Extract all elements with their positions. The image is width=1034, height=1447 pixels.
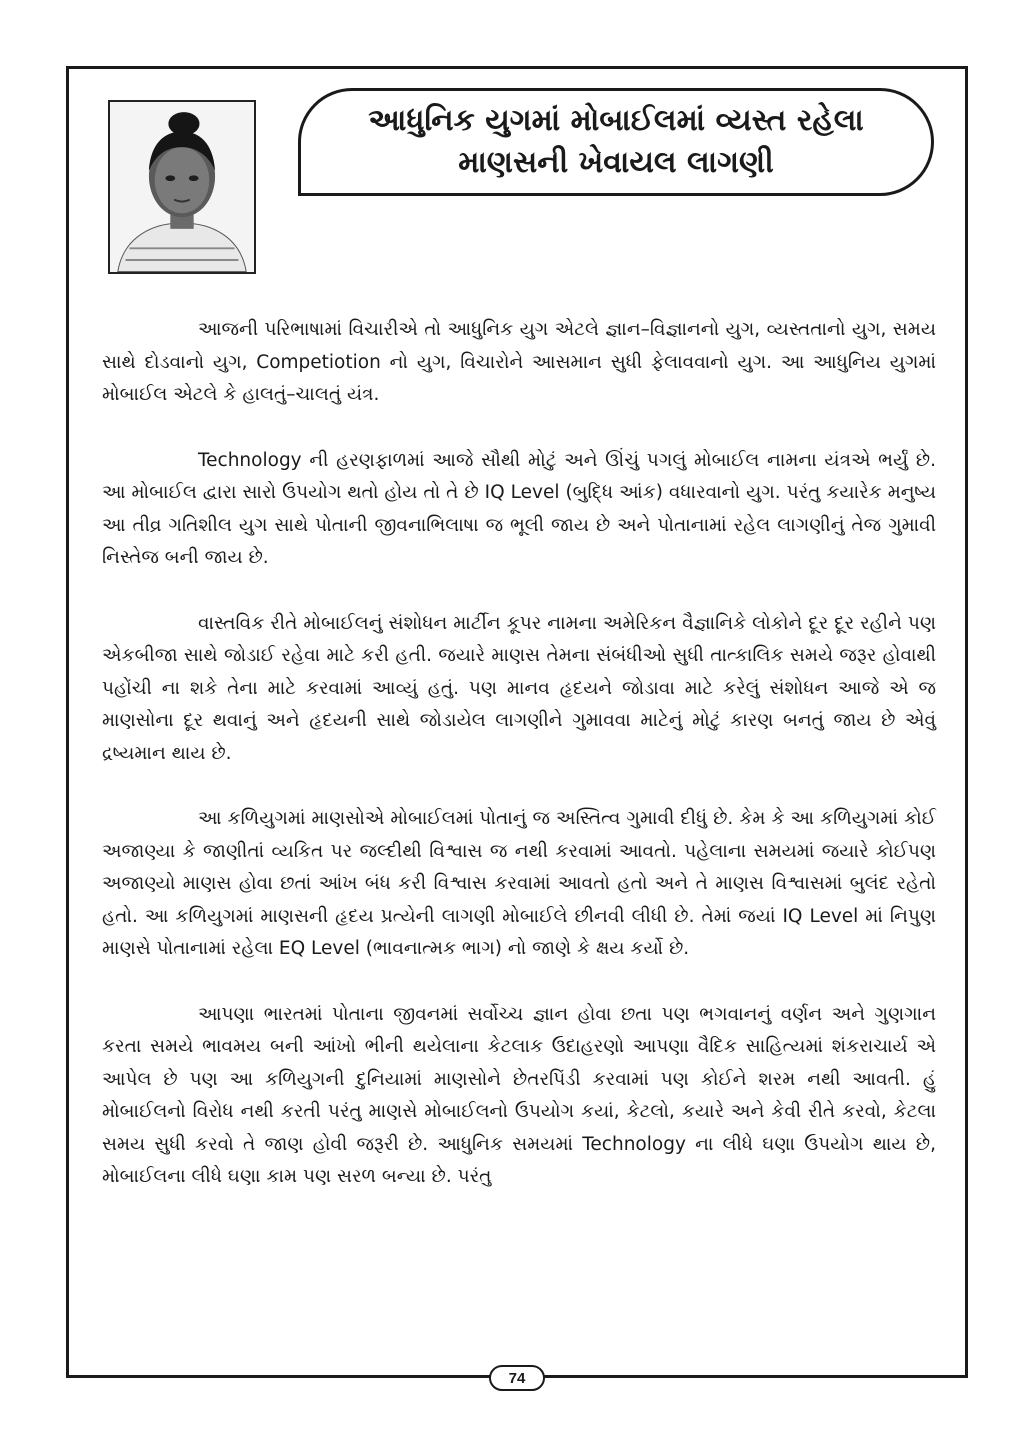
paragraph-3: વાસ્તવિક રીતે મોબાઈલનું સંશોધન માર્ટીન કૂપર નામના અમેરિકન વૈજ્ઞાનિકે લોકોને દૂર દૂર રહીને પણ એકબીજા સાથે જોડાઈ રહેવા માટે કરી હતી. જયારે માણસ તેમના સંબંધીઓ સુધી તાત્કાલિક સમયે જરૂર હોવાથી પહોંચી ના શકે તેના માટે કરવામાં આવ્યું હતું. પણ માનવ હૃદયને જોડાવા માટે કરેલું સંશોધન આજે એ જ માણસોના દૂર થવાનું અને હૃદયની સાથે જોડાયેલ લાગણીને ગુમાવવા માટેનું મોટું કારણ બનતું જાય છે એવું દ્રષ્યમાન થાય છે. (102, 612, 936, 764)
paragraph-4: આ કળિયુગમાં માણસોએ મોબાઈલમાં પોતાનું જ અસ્તિત્વ ગુમાવી દીધું છે. કેમ કે આ કળિયુગમાં કોઈ અજાણ્યા કે જાણીતાં વ્યકિત પર જલ્દીથી વિશ્વાસ જ નથી કરવામાં આવતો. પહેલાના સમયમાં જયારે કોઈપણ અજાણ્યો માણસ હોવા છતાં આંખ બંધ કરી વિશ્વાસ કરવામાં આવતો હતો અને તે માણસ વિશ્વાસમાં બુલંદ રહેતો હતો. આ કળિયુગમાં માણસની હૃદય પ્રત્યેની લાગણી મોબાઈલે છીનવી લીધી છે. તેમાં જયાં IQ Level માં નિપુણ માણસે પોતાનામાં રહેલા EQ Level (ભાવનાત્મક ભાગ) નો જાણે કે ક્ષય કર્યો છે. (102, 808, 936, 959)
article-body (102, 314, 936, 1227)
author-photo (108, 100, 256, 274)
title-line-2: માણસની ખેવાયલ લાગણી (458, 145, 774, 180)
title-line-1: આધુનિક યુગમાં મોબાઈલમાં વ્યસ્ત રહેલા (368, 103, 864, 138)
paragraph-5: આપણા ભારતમાં પોતાના જીવનમાં સર્વોચ્ચ જ્ઞાન હોવા છતા પણ ભગવાનનું વર્ણન અને ગુણગાન કરતા સમયે ભાવમય બની આંખો ભીની થયેલાના કેટલાક ઉદાહરણો આપણા વૈદિક સાહિત્યમાં શંકરાચાર્ય એ આપેલ છે પણ આ કળિયુગની દુનિયામાં માણસોને છેતરપિંડી કરવામાં પણ કોઈને શરમ નથી આવતી. હું મોબાઈલનો વિરોધ નથી કરતી પરંતુ માણસે મોબાઈલનો ઉપયોગ કયાં, કેટલો, કયારે અને કેવી રીતે કરવો, કેટલા સમય સુધી કરવો તે જાણ હોવી જરૂરી છે. આધુનિક સમયમાં Technology ના લીધે ઘણા ઉપયોગ થાય છે, મોબાઈલના લીધે ઘણા કામ પણ સરળ બન્યા છે. પરંતુ (102, 1003, 936, 1187)
paragraph-2: Technology ની હરણફાળમાં આજે સૌથી મોટું અને ઊંચું પગલું મોબાઈલ નામના યંત્રએ ભર્યું છે. આ મોબાઈલ દ્વારા સારો ઉપયોગ થતો હોય તો તે છે IQ Level (બુદ્ધિ આંક) વધારવાનો યુગ. પરંતુ કયારેક મનુષ્ય આ તીવ્ર ગતિશીલ યુગ સાથે પોતાની જીવનાભિલાષા જ ભૂલી જાય છે અને પોતાનામાં રહેલ લાગણીનું તેજ ગુમાવી નિસ્તેજ બની જાય છે. (102, 449, 936, 568)
page-number: 74 (489, 1365, 545, 1391)
article-title (298, 88, 934, 196)
paragraph-1: આજની પરિભાષામાં વિચારીએ તો આધુનિક યુગ એટલે જ્ઞાન–વિજ્ઞાનનો યુગ, વ્યસ્તતાનો યુગ, સમય સાથે દોડવાનો યુગ, Competiotion નો યુગ, વિચારોને આસમાન સુધી ફેલાવવાનો યુગ. આ આધુનિય યુગમાં મોબાઈલ એટલે કે હાલતું–ચાલતું યંત્ર. (102, 319, 936, 405)
